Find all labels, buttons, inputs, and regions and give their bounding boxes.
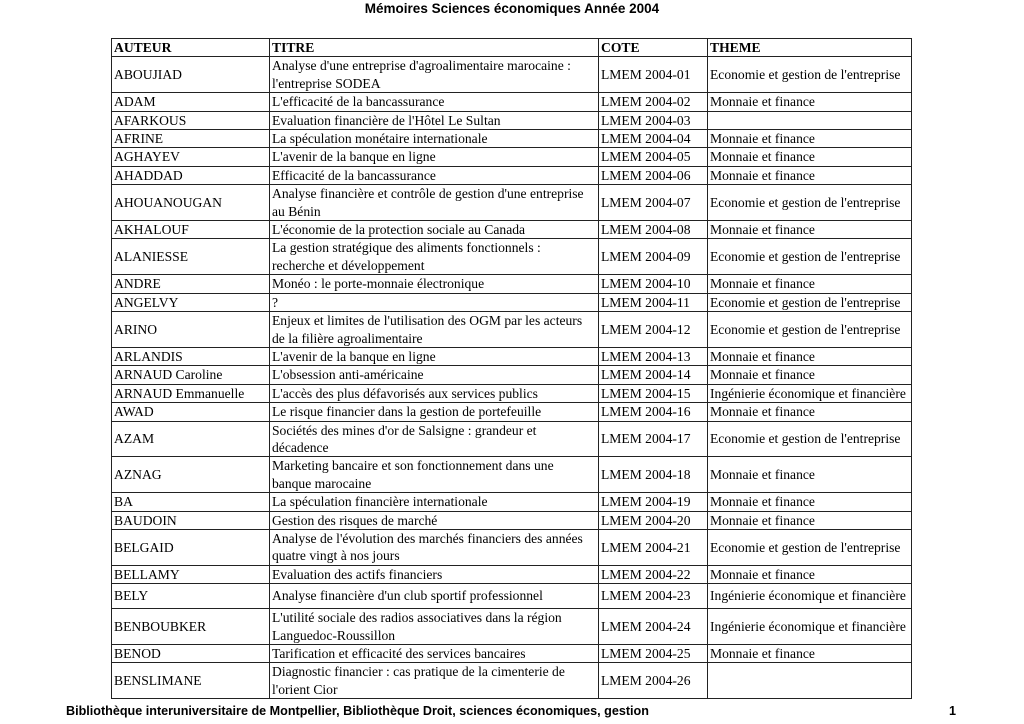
- cell-theme: Monnaie et finance: [708, 221, 912, 239]
- cell-auteur: AZNAG: [112, 457, 270, 493]
- cell-cote: LMEM 2004-24: [599, 609, 708, 645]
- cell-cote: LMEM 2004-17: [599, 421, 708, 457]
- cell-titre: L'accès des plus défavorisés aux services publics: [270, 384, 599, 402]
- cell-theme: Economie et gestion de l'entreprise: [708, 312, 912, 348]
- cell-theme: Ingénierie économique et financière: [708, 609, 912, 645]
- cell-auteur: AWAD: [112, 403, 270, 421]
- table-row: [112, 57, 912, 93]
- cell-auteur: AHOUANOUGAN: [112, 185, 270, 221]
- cell-theme: Monnaie et finance: [708, 511, 912, 529]
- cell-titre: Diagnostic financier : cas pratique de la cimenterie de l'orient Cior: [270, 663, 599, 699]
- cell-auteur: BA: [112, 493, 270, 511]
- table-body: [112, 57, 912, 699]
- cell-auteur: ARLANDIS: [112, 347, 270, 365]
- cell-titre: Analyse d'une entreprise d'agroalimentaire marocaine : l'entreprise SODEA: [270, 57, 599, 93]
- cell-theme: Monnaie et finance: [708, 565, 912, 583]
- cell-auteur: BAUDOIN: [112, 511, 270, 529]
- table-row: [112, 312, 912, 348]
- cell-theme: Monnaie et finance: [708, 645, 912, 663]
- cell-titre: L'utilité sociale des radios associatives dans la région Languedoc-Roussillon: [270, 609, 599, 645]
- memoires-table: [111, 38, 912, 699]
- cell-theme: Ingénierie économique et financière: [708, 584, 912, 609]
- table-row: [112, 645, 912, 663]
- cell-cote: LMEM 2004-21: [599, 529, 708, 565]
- table-row: [112, 148, 912, 166]
- cell-theme: Monnaie et finance: [708, 403, 912, 421]
- cell-auteur: BELY: [112, 584, 270, 609]
- cell-titre: Le risque financier dans la gestion de portefeuille: [270, 403, 599, 421]
- page-number: 1: [949, 704, 957, 718]
- cell-theme: Monnaie et finance: [708, 93, 912, 111]
- table-row: [112, 366, 912, 384]
- table-row: [112, 221, 912, 239]
- cell-titre: L'avenir de la banque en ligne: [270, 347, 599, 365]
- cell-titre: Enjeux et limites de l'utilisation des OGM par les acteurs de la filière agroalimentaire: [270, 312, 599, 348]
- header-cote: COTE: [599, 39, 708, 57]
- table-row: [112, 166, 912, 184]
- table-row: [112, 403, 912, 421]
- cell-titre: Efficacité de la bancassurance: [270, 166, 599, 184]
- table-row: [112, 293, 912, 311]
- cell-titre: La gestion stratégique des aliments fonctionnels : recherche et développement: [270, 239, 599, 275]
- cell-auteur: BELGAID: [112, 529, 270, 565]
- cell-auteur: AHADDAD: [112, 166, 270, 184]
- cell-cote: LMEM 2004-06: [599, 166, 708, 184]
- table-row: [112, 565, 912, 583]
- cell-theme: Economie et gestion de l'entreprise: [708, 185, 912, 221]
- cell-cote: LMEM 2004-25: [599, 645, 708, 663]
- cell-cote: LMEM 2004-20: [599, 511, 708, 529]
- cell-auteur: AGHAYEV: [112, 148, 270, 166]
- cell-cote: LMEM 2004-16: [599, 403, 708, 421]
- table-row: [112, 347, 912, 365]
- cell-theme: Monnaie et finance: [708, 166, 912, 184]
- cell-cote: LMEM 2004-14: [599, 366, 708, 384]
- cell-theme: Economie et gestion de l'entreprise: [708, 239, 912, 275]
- table-row: [112, 93, 912, 111]
- table-header-row: [112, 39, 912, 57]
- cell-titre: Analyse financière d'un club sportif professionnel: [270, 584, 599, 609]
- table-row: [112, 529, 912, 565]
- cell-titre: L'économie de la protection sociale au Canada: [270, 221, 599, 239]
- cell-theme: [708, 111, 912, 129]
- cell-cote: LMEM 2004-02: [599, 93, 708, 111]
- cell-cote: LMEM 2004-08: [599, 221, 708, 239]
- table-row: [112, 609, 912, 645]
- cell-titre: La spéculation financière internationale: [270, 493, 599, 511]
- table-row: [112, 663, 912, 699]
- table-row: [112, 130, 912, 148]
- cell-cote: LMEM 2004-22: [599, 565, 708, 583]
- cell-theme: Monnaie et finance: [708, 493, 912, 511]
- cell-cote: LMEM 2004-12: [599, 312, 708, 348]
- cell-cote: LMEM 2004-18: [599, 457, 708, 493]
- cell-titre: L'obsession anti-américaine: [270, 366, 599, 384]
- cell-titre: L'avenir de la banque en ligne: [270, 148, 599, 166]
- cell-auteur: BENSLIMANE: [112, 663, 270, 699]
- table-row: [112, 457, 912, 493]
- cell-theme: Monnaie et finance: [708, 347, 912, 365]
- table-row: [112, 421, 912, 457]
- cell-titre: Gestion des risques de marché: [270, 511, 599, 529]
- cell-auteur: BENBOUBKER: [112, 609, 270, 645]
- cell-theme: Economie et gestion de l'entreprise: [708, 57, 912, 93]
- cell-titre: Sociétés des mines d'or de Salsigne : grandeur et décadence: [270, 421, 599, 457]
- table-row: [112, 239, 912, 275]
- cell-auteur: AFARKOUS: [112, 111, 270, 129]
- table-row: [112, 511, 912, 529]
- cell-theme: Monnaie et finance: [708, 366, 912, 384]
- cell-theme: Monnaie et finance: [708, 148, 912, 166]
- cell-auteur: BELLAMY: [112, 565, 270, 583]
- cell-cote: LMEM 2004-05: [599, 148, 708, 166]
- cell-theme: [708, 663, 912, 699]
- cell-titre: Marketing bancaire et son fonctionnement dans une banque marocaine: [270, 457, 599, 493]
- cell-cote: LMEM 2004-19: [599, 493, 708, 511]
- table-row: [112, 111, 912, 129]
- cell-auteur: AZAM: [112, 421, 270, 457]
- cell-auteur: ARNAUD Emmanuelle: [112, 384, 270, 402]
- cell-theme: Monnaie et finance: [708, 130, 912, 148]
- cell-auteur: ALANIESSE: [112, 239, 270, 275]
- cell-auteur: ADAM: [112, 93, 270, 111]
- cell-cote: LMEM 2004-03: [599, 111, 708, 129]
- cell-titre: Analyse financière et contrôle de gestion d'une entreprise au Bénin: [270, 185, 599, 221]
- cell-cote: LMEM 2004-11: [599, 293, 708, 311]
- cell-auteur: ARNAUD Caroline: [112, 366, 270, 384]
- cell-auteur: ARINO: [112, 312, 270, 348]
- cell-theme: Economie et gestion de l'entreprise: [708, 293, 912, 311]
- cell-titre: Evaluation des actifs financiers: [270, 565, 599, 583]
- cell-theme: Ingénierie économique et financière: [708, 384, 912, 402]
- cell-cote: LMEM 2004-26: [599, 663, 708, 699]
- cell-auteur: AKHALOUF: [112, 221, 270, 239]
- cell-auteur: AFRINE: [112, 130, 270, 148]
- cell-theme: Monnaie et finance: [708, 457, 912, 493]
- header-theme: THEME: [708, 39, 912, 57]
- cell-auteur: ABOUJIAD: [112, 57, 270, 93]
- cell-titre: Monéo : le porte-monnaie électronique: [270, 275, 599, 293]
- cell-titre: La spéculation monétaire internationale: [270, 130, 599, 148]
- cell-cote: LMEM 2004-04: [599, 130, 708, 148]
- table-row: [112, 584, 912, 609]
- cell-cote: LMEM 2004-09: [599, 239, 708, 275]
- cell-cote: LMEM 2004-15: [599, 384, 708, 402]
- cell-titre: L'efficacité de la bancassurance: [270, 93, 599, 111]
- table-row: [112, 275, 912, 293]
- cell-cote: LMEM 2004-23: [599, 584, 708, 609]
- table-row: [112, 185, 912, 221]
- cell-cote: LMEM 2004-07: [599, 185, 708, 221]
- cell-titre: Tarification et efficacité des services bancaires: [270, 645, 599, 663]
- cell-titre: Analyse de l'évolution des marchés financiers des années quatre vingt à nos jours: [270, 529, 599, 565]
- header-auteur: AUTEUR: [112, 39, 270, 57]
- table-row: [112, 384, 912, 402]
- cell-theme: Monnaie et finance: [708, 275, 912, 293]
- cell-titre: ?: [270, 293, 599, 311]
- table-row: [112, 493, 912, 511]
- page-footer: Bibliothèque interuniversitaire de Montpellier, Bibliothèque Droit, sciences économiques, gestion: [66, 704, 649, 718]
- cell-theme: Economie et gestion de l'entreprise: [708, 421, 912, 457]
- cell-auteur: ANGELVY: [112, 293, 270, 311]
- cell-auteur: BENOD: [112, 645, 270, 663]
- page-title: Mémoires Sciences économiques Année 2004: [364, 1, 660, 16]
- cell-cote: LMEM 2004-13: [599, 347, 708, 365]
- cell-auteur: ANDRE: [112, 275, 270, 293]
- cell-cote: LMEM 2004-01: [599, 57, 708, 93]
- header-titre: TITRE: [270, 39, 599, 57]
- cell-cote: LMEM 2004-10: [599, 275, 708, 293]
- cell-theme: Economie et gestion de l'entreprise: [708, 529, 912, 565]
- cell-titre: Evaluation financière de l'Hôtel Le Sultan: [270, 111, 599, 129]
